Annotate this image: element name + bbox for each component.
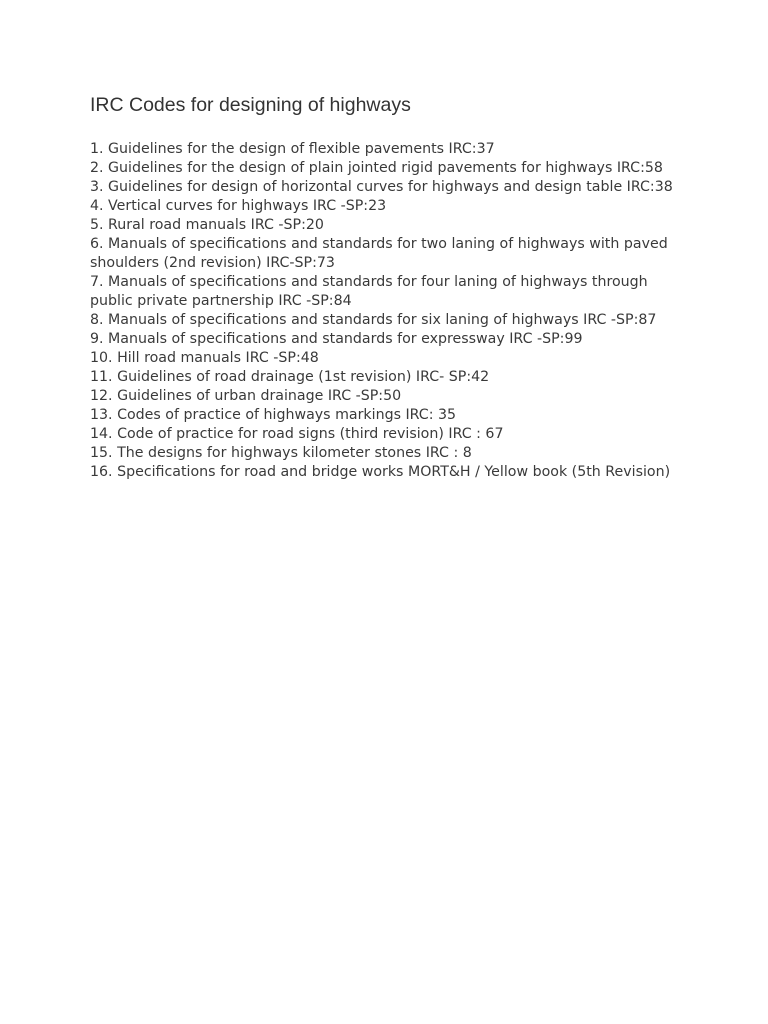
list-item: 13. Codes of practice of highways markings IRC: 35: [90, 407, 457, 423]
list-item: 15. The designs for highways kilometer stones IRC : 8: [90, 445, 472, 461]
list-item: 5. Rural road manuals IRC -SP:20: [90, 217, 324, 233]
list-item: 3. Guidelines for design of horizontal curves for highways and design table IRC:38: [90, 179, 673, 195]
list-item: 12. Guidelines of urban drainage IRC -SP:50: [90, 388, 402, 404]
irc-codes-list: [90, 140, 680, 482]
list-item: 14. Code of practice for road signs (third revision) IRC : 67: [90, 426, 504, 442]
document-title: IRC Codes for designing of highways: [90, 94, 411, 116]
list-item: 16. Specifications for road and bridge works MORT&H / Yellow book (5th Revision): [90, 464, 671, 480]
list-item: 8. Manuals of specifications and standards for six laning of highways IRC -SP:87: [90, 312, 657, 328]
list-item: 6. Manuals of specifications and standards for two laning of highways with paved shoulders (2nd revision) IRC-SP:73: [90, 236, 668, 271]
document-content: [90, 92, 680, 482]
list-item: 2. Guidelines for the design of plain jointed rigid pavements for highways IRC:58: [90, 160, 663, 176]
list-item: 11. Guidelines of road drainage (1st revision) IRC- SP:42: [90, 369, 490, 385]
list-item: 10. Hill road manuals IRC -SP:48: [90, 350, 319, 366]
list-item: 4. Vertical curves for highways IRC -SP:23: [90, 198, 387, 214]
list-item: 9. Manuals of specifications and standards for expressway IRC -SP:99: [90, 331, 583, 347]
list-item: 7. Manuals of specifications and standards for four laning of highways through public private partnership IRC -SP:84: [90, 274, 648, 309]
list-item: 1. Guidelines for the design of flexible pavements IRC:37: [90, 141, 495, 157]
